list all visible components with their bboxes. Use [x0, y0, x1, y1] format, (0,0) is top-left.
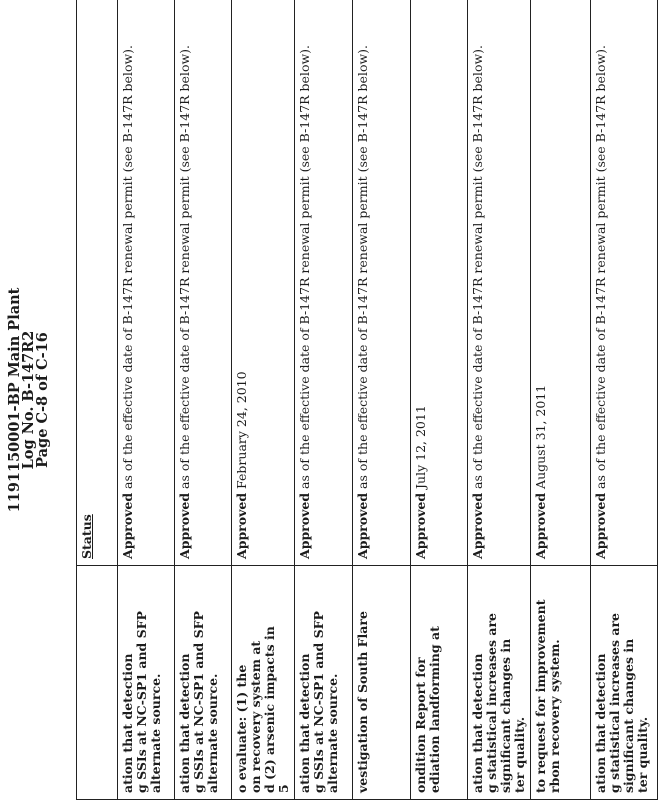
status-approved-label: Approved: [413, 492, 428, 559]
table-row: [468, 0, 531, 800]
description-text: ondition Report for ediation landforming at: [413, 626, 442, 793]
status-approved-label: Approved: [297, 492, 312, 559]
status-header-label: Status: [79, 514, 94, 559]
page-number-line: Page C-8 of C-16: [34, 332, 51, 468]
table-row: [591, 0, 658, 800]
description-text: ation that detection g statistical increases are significant changes in ter quality.: [593, 613, 650, 793]
table-row: [118, 0, 175, 800]
status-table: [76, 0, 658, 800]
table-row: [531, 0, 591, 800]
status-detail-text: August 31, 2011: [533, 384, 548, 493]
description-cell: [295, 566, 353, 800]
description-cell: [591, 566, 658, 800]
description-text: vestigation of South Flare: [355, 611, 370, 793]
status-cell: [531, 0, 591, 566]
description-cell: [175, 566, 232, 800]
status-approved-label: Approved: [234, 492, 249, 559]
description-header-cell: [77, 566, 118, 800]
status-cell: [353, 0, 411, 566]
status-cell: [118, 0, 175, 566]
status-detail-text: as of the effective date of B-147R renewal permit (see B-147R below).: [355, 44, 370, 493]
status-detail-text: as of the effective date of B-147R renewal permit (see B-147R below).: [120, 44, 135, 493]
table-header-row: [77, 0, 118, 800]
status-approved-label: Approved: [593, 492, 608, 559]
status-approved-label: Approved: [120, 492, 135, 559]
description-cell: [118, 566, 175, 800]
status-header-cell: [77, 0, 118, 566]
description-cell: [468, 566, 531, 800]
description-text: ation that detection g SSIs at NC-SP1 and SFP alternate source.: [297, 611, 340, 793]
description-text: to request for improvement rbon recovery system.: [533, 599, 562, 793]
table-row: [353, 0, 411, 800]
status-approved-label: Approved: [355, 492, 370, 559]
status-cell: [295, 0, 353, 566]
description-text: ation that detection g statistical increases are significant changes in ter quality.: [470, 613, 527, 793]
description-text: o evaluate: (1) the on recovery system at d (2) arsenic impacts in 5: [234, 626, 291, 793]
status-cell: [411, 0, 468, 566]
status-approved-label: Approved: [470, 492, 485, 559]
status-detail-text: as of the effective date of B-147R renewal permit (see B-147R below).: [297, 44, 312, 493]
status-detail-text: as of the effective date of B-147R renewal permit (see B-147R below).: [470, 44, 485, 493]
description-cell: [411, 566, 468, 800]
status-approved-label: Approved: [177, 492, 192, 559]
page-header: [8, 0, 50, 800]
status-detail-text: as of the effective date of B-147R renewal permit (see B-147R below).: [177, 44, 192, 493]
status-cell: [175, 0, 232, 566]
status-detail-text: July 12, 2011: [413, 405, 428, 493]
description-cell: [232, 566, 295, 800]
description-text: ation that detection g SSIs at NC-SP1 and SFP alternate source.: [177, 611, 220, 793]
description-cell: [531, 566, 591, 800]
facility-id-line: 1191150001-BP Main Plant: [6, 287, 23, 513]
table-row: [232, 0, 295, 800]
description-text: ation that detection g SSIs at NC-SP1 and SFP alternate source.: [120, 611, 163, 793]
table-row: [411, 0, 468, 800]
table-row: [175, 0, 232, 800]
status-cell: [591, 0, 658, 566]
status-approved-label: Approved: [533, 492, 548, 559]
status-detail-text: February 24, 2010: [234, 371, 249, 493]
status-cell: [232, 0, 295, 566]
status-detail-text: as of the effective date of B-147R renewal permit (see B-147R below).: [593, 44, 608, 493]
table-row: [295, 0, 353, 800]
log-number-line: Log No. B-147R2: [20, 330, 37, 470]
description-cell: [353, 566, 411, 800]
status-cell: [468, 0, 531, 566]
